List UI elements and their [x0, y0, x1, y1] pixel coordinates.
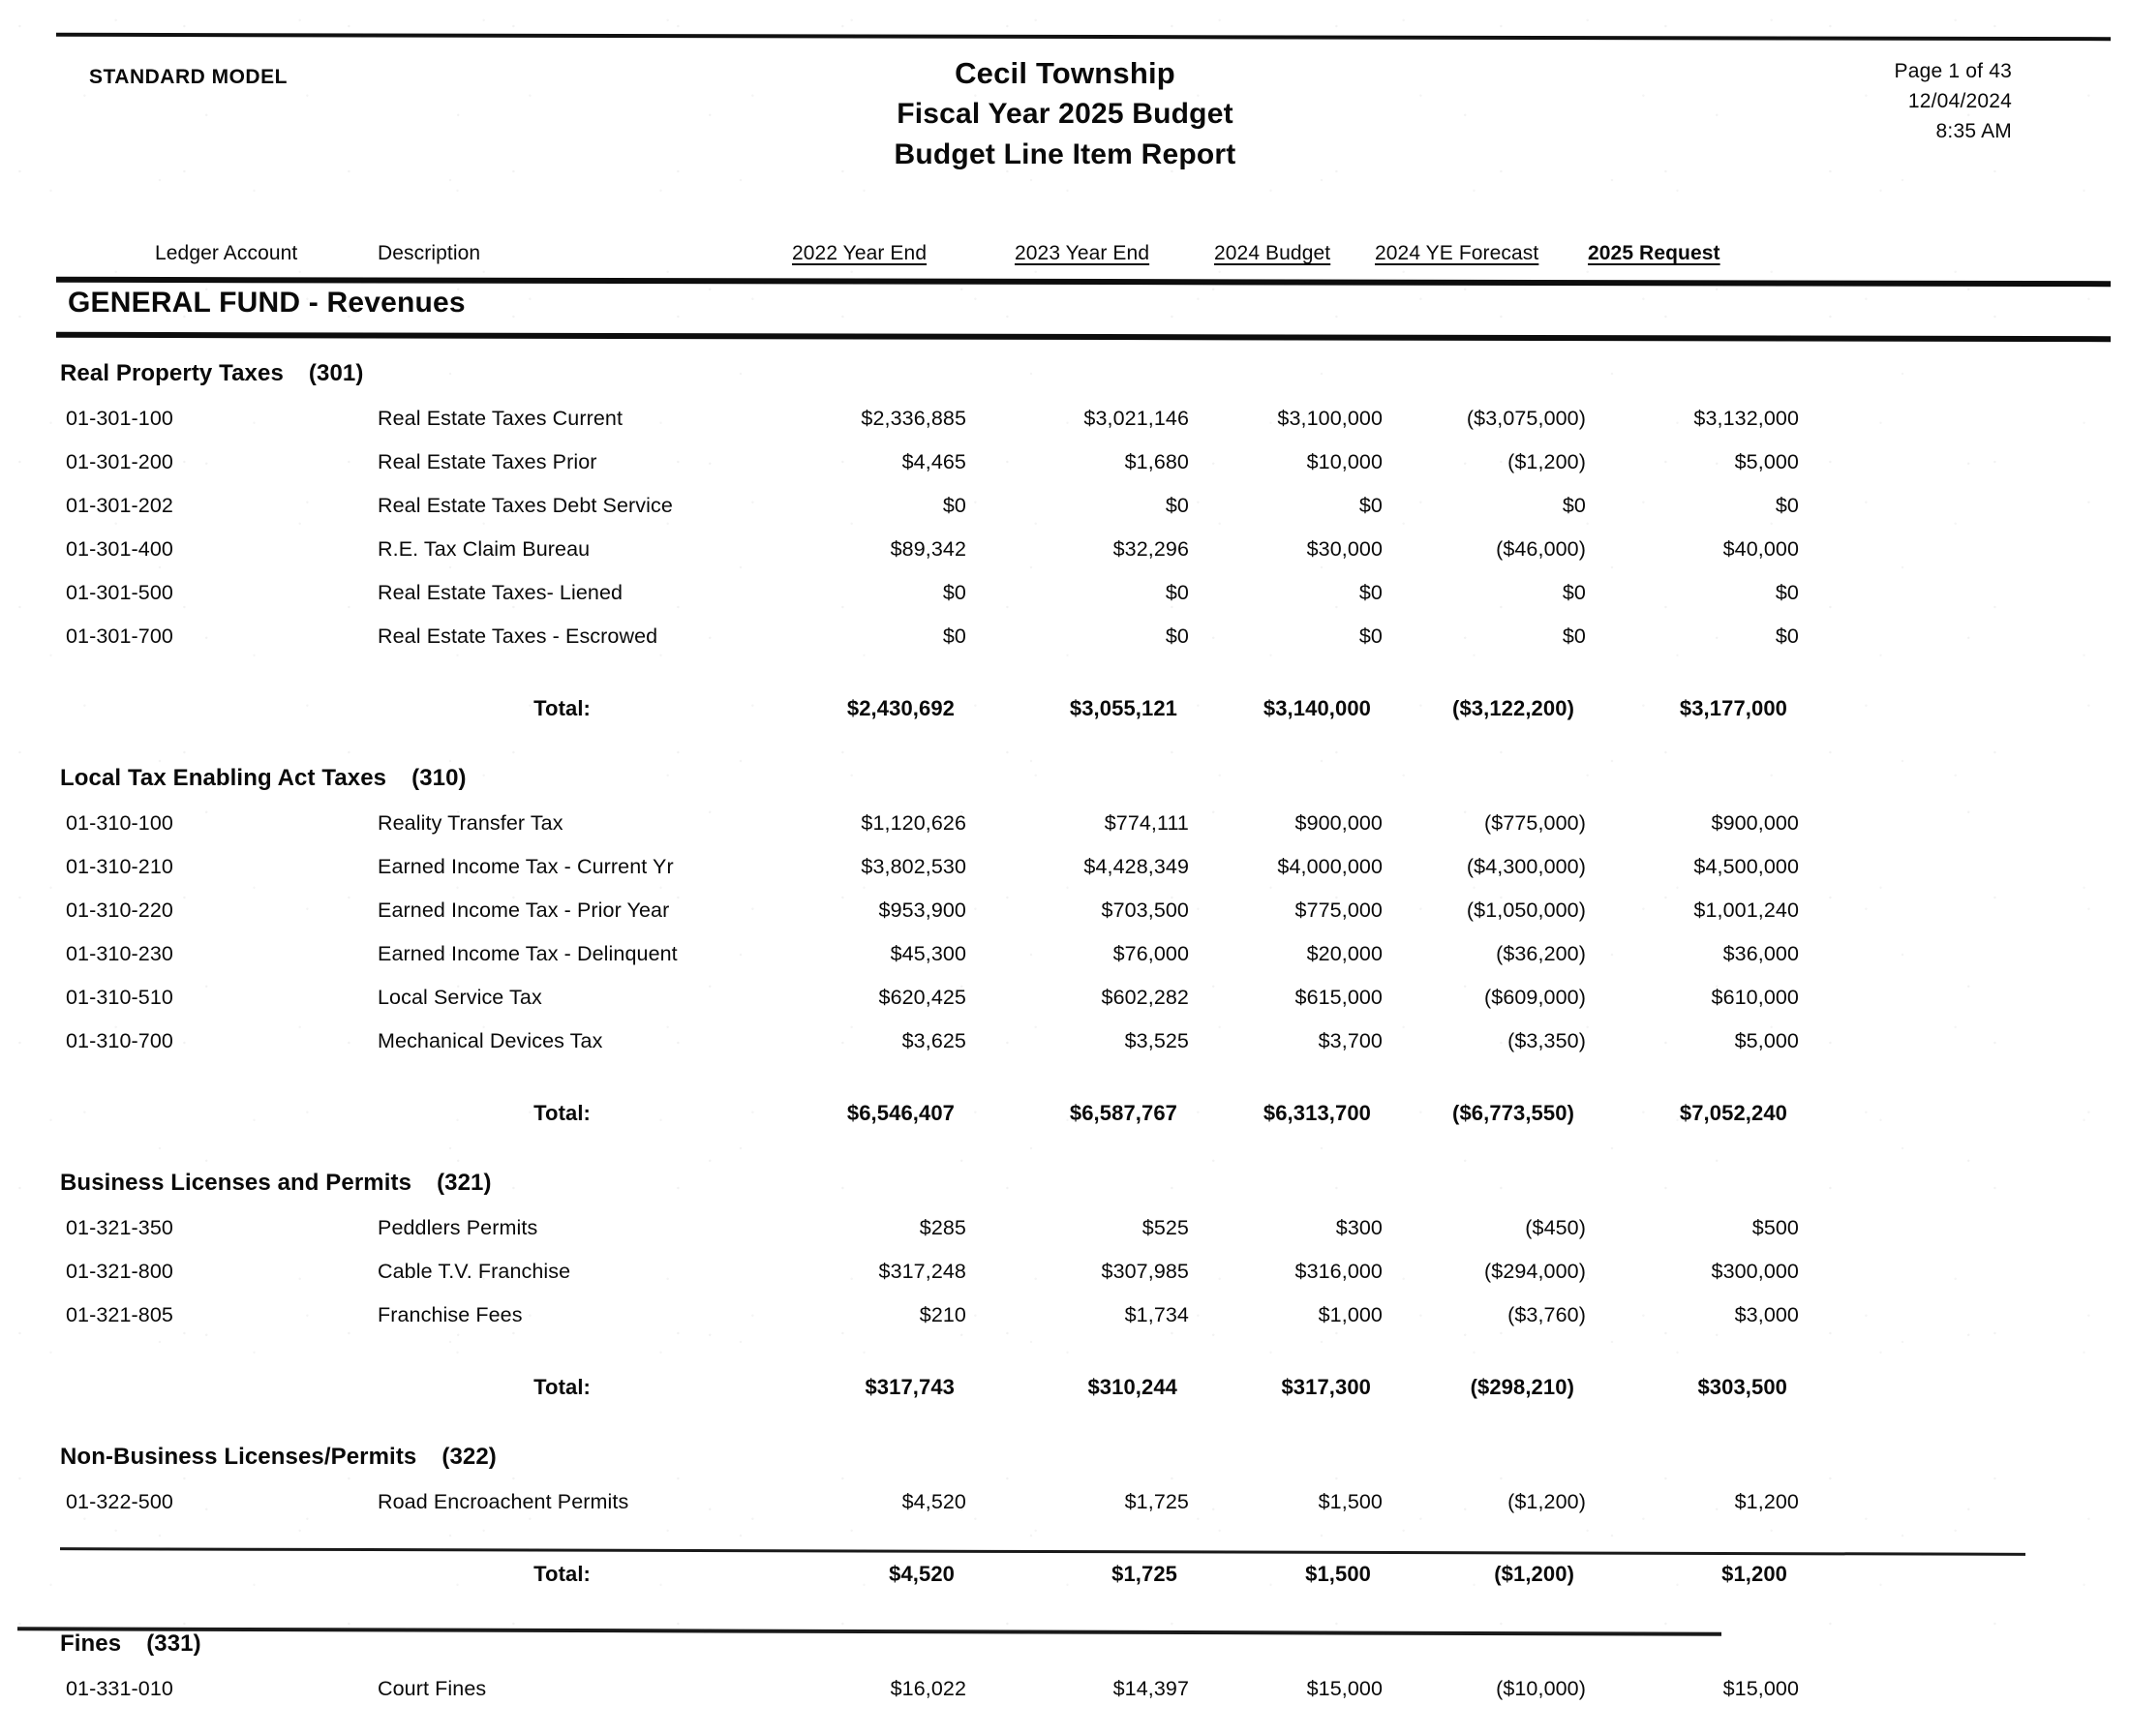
amount-cell: ($4,300,000) [1466, 855, 1586, 878]
ledger-account-cell: 01-301-500 [66, 581, 173, 604]
section-name: Non-Business Licenses/Permits [60, 1444, 417, 1470]
description-cell: Real Estate Taxes- Liened [378, 581, 624, 604]
amount-cell: $3,132,000 [1693, 407, 1799, 430]
amount-cell: ($46,000) [1496, 537, 1586, 561]
table-row [0, 571, 2130, 615]
amount-cell: $40,000 [1722, 537, 1799, 561]
section-spacer [0, 1599, 2130, 1625]
amount-cell: $602,282 [1101, 986, 1189, 1009]
amount-cell: $500 [1751, 1216, 1799, 1239]
amount-cell: ($1,200) [1507, 450, 1586, 473]
budget-section [0, 759, 2130, 1164]
table-row [0, 845, 2130, 889]
amount-cell: $0 [1775, 581, 1799, 604]
total-amount-cell: $6,546,407 [846, 1101, 955, 1125]
amount-cell: ($775,000) [1484, 811, 1586, 835]
table-row [0, 397, 2130, 441]
column-header-2024-budget: 2024 Budget [1214, 242, 1331, 264]
description-cell: Court Fines [378, 1677, 487, 1700]
total-amount-cell: $2,430,692 [846, 696, 955, 720]
amount-cell: $4,500,000 [1693, 855, 1799, 878]
section-total-row [0, 684, 2130, 734]
amount-cell: $4,000,000 [1277, 855, 1383, 878]
top-rule [56, 33, 2111, 41]
total-label: Total: [533, 1562, 591, 1586]
ledger-account-cell: 01-301-100 [66, 407, 173, 430]
amount-cell: $774,111 [1104, 811, 1189, 835]
section-spacer [0, 1413, 2130, 1438]
budget-line-item-table [0, 354, 2130, 1736]
description-cell: Mechanical Devices Tax [378, 1029, 603, 1052]
amount-cell: $1,680 [1124, 450, 1189, 473]
report-date: 12/04/2024 [1907, 90, 2012, 112]
total-amount-cell: ($3,122,200) [1452, 696, 1574, 720]
ledger-account-cell: 01-322-500 [66, 1490, 173, 1513]
amount-cell: $0 [942, 624, 966, 648]
amount-cell: $1,500 [1318, 1490, 1383, 1513]
table-row [0, 1294, 2130, 1337]
amount-cell: $0 [1165, 624, 1189, 648]
amount-cell: $32,296 [1112, 537, 1189, 561]
amount-cell: $900,000 [1294, 811, 1383, 835]
budget-section [0, 1164, 2130, 1438]
table-row [0, 484, 2130, 528]
standard-model-label: STANDARD MODEL [89, 66, 288, 88]
amount-cell: $1,734 [1124, 1303, 1189, 1326]
section-code: (310) [411, 765, 467, 791]
table-row [0, 1480, 2130, 1524]
amount-cell: $3,021,146 [1083, 407, 1189, 430]
ledger-account-cell: 01-321-350 [66, 1216, 173, 1239]
description-cell: Reality Transfer Tax [378, 811, 563, 835]
amount-cell: ($294,000) [1484, 1260, 1586, 1283]
total-label: Total: [533, 1101, 591, 1125]
table-row [0, 889, 2130, 932]
amount-cell: $89,342 [890, 537, 966, 561]
ledger-account-cell: 01-301-200 [66, 450, 173, 473]
table-row [0, 615, 2130, 658]
amount-cell: $0 [1358, 581, 1383, 604]
total-label: Total: [533, 1375, 591, 1399]
amount-cell: $300 [1335, 1216, 1383, 1239]
amount-cell: $30,000 [1306, 537, 1383, 561]
amount-cell: $317,248 [878, 1260, 966, 1283]
amount-cell: $14,397 [1112, 1677, 1189, 1700]
row-spacer [0, 658, 2130, 684]
description-cell: Peddlers Permits [378, 1216, 538, 1239]
column-header-2025-request: 2025 Request [1588, 242, 1720, 264]
ledger-account-cell: 01-301-202 [66, 494, 173, 517]
amount-cell: $900,000 [1711, 811, 1799, 835]
section-title [0, 354, 2130, 397]
header-bottom-rule [56, 277, 2111, 287]
total-amount-cell: $1,200 [1721, 1562, 1787, 1586]
page-title: Cecil Township [955, 56, 1175, 90]
amount-cell: $307,985 [1101, 1260, 1189, 1283]
description-cell: Cable T.V. Franchise [378, 1260, 571, 1283]
description-cell: R.E. Tax Claim Bureau [378, 537, 591, 561]
amount-cell: $16,022 [890, 1677, 966, 1700]
amount-cell: ($3,075,000) [1466, 407, 1586, 430]
page-number: Page 1 of 43 [1894, 60, 2012, 82]
amount-cell: $1,001,240 [1693, 898, 1799, 922]
description-cell: Earned Income Tax - Delinquent [378, 942, 678, 965]
amount-cell: $285 [919, 1216, 966, 1239]
table-row [0, 802, 2130, 845]
amount-cell: $3,700 [1318, 1029, 1383, 1052]
amount-cell: ($450) [1525, 1216, 1586, 1239]
total-amount-cell: $1,725 [1111, 1562, 1177, 1586]
section-total-row [0, 1549, 2130, 1599]
amount-cell: ($10,000) [1496, 1677, 1586, 1700]
report-subtitle-fiscal-year: Fiscal Year 2025 Budget [897, 98, 1233, 130]
report-time: 8:35 AM [1935, 120, 2012, 142]
ledger-account-cell: 01-310-220 [66, 898, 173, 922]
table-row [0, 1667, 2130, 1711]
amount-cell: $3,000 [1734, 1303, 1799, 1326]
fund-banner-title: GENERAL FUND - Revenues [68, 287, 466, 319]
section-name: Local Tax Enabling Act Taxes [60, 765, 387, 791]
budget-section [0, 1625, 2130, 1736]
amount-cell: $0 [1358, 494, 1383, 517]
amount-cell: $5,000 [1734, 450, 1799, 473]
report-title-block [639, 53, 1491, 175]
ledger-account-cell: 01-321-800 [66, 1260, 173, 1283]
total-amount-cell: $4,520 [889, 1562, 955, 1586]
ledger-account-cell: 01-301-700 [66, 624, 173, 648]
amount-cell: ($36,200) [1496, 942, 1586, 965]
amount-cell: $5,000 [1734, 1029, 1799, 1052]
amount-cell: $0 [1775, 494, 1799, 517]
description-cell: Real Estate Taxes Current [378, 407, 624, 430]
section-code: (322) [441, 1444, 497, 1470]
amount-cell: $0 [1165, 581, 1189, 604]
amount-cell: $1,000 [1318, 1303, 1383, 1326]
amount-cell: $620,425 [878, 986, 966, 1009]
section-title [0, 1164, 2130, 1206]
description-cell: Earned Income Tax - Current Yr [378, 855, 674, 878]
amount-cell: $20,000 [1306, 942, 1383, 965]
ledger-account-cell: 01-331-010 [66, 1677, 173, 1700]
amount-cell: $0 [1165, 494, 1189, 517]
section-name: Real Property Taxes [60, 360, 284, 386]
banner-bottom-rule [56, 332, 2111, 342]
amount-cell: $45,300 [890, 942, 966, 965]
budget-section [0, 354, 2130, 759]
description-cell: Road Encroachent Permits [378, 1490, 629, 1513]
amount-cell: $316,000 [1294, 1260, 1383, 1283]
amount-cell: $15,000 [1722, 1677, 1799, 1700]
total-amount-cell: $6,587,767 [1069, 1101, 1177, 1125]
section-spacer [0, 734, 2130, 759]
ledger-account-cell: 01-310-230 [66, 942, 173, 965]
amount-cell: $0 [1358, 624, 1383, 648]
amount-cell: $1,200 [1734, 1490, 1799, 1513]
section-code: (321) [437, 1170, 492, 1196]
table-row [0, 1250, 2130, 1294]
section-code: (301) [308, 360, 364, 386]
table-row [0, 932, 2130, 976]
amount-cell: $2,336,885 [861, 407, 966, 430]
amount-cell: $0 [1562, 624, 1586, 648]
amount-cell: ($3,350) [1507, 1029, 1586, 1052]
section-title [0, 759, 2130, 802]
amount-cell: ($3,760) [1507, 1303, 1586, 1326]
description-cell: Earned Income Tax - Prior Year [378, 898, 670, 922]
total-amount-cell: ($1,200) [1494, 1562, 1574, 1586]
section-name: Business Licenses and Permits [60, 1170, 412, 1196]
report-subtitle-report-name: Budget Line Item Report [894, 138, 1236, 170]
row-spacer [0, 1063, 2130, 1088]
amount-cell: ($609,000) [1484, 986, 1586, 1009]
amount-cell: $0 [942, 581, 966, 604]
total-amount-cell: $3,177,000 [1679, 696, 1787, 720]
table-row [0, 1020, 2130, 1063]
ledger-account-cell: 01-310-510 [66, 986, 173, 1009]
total-amount-cell: $317,300 [1281, 1375, 1371, 1399]
row-spacer [0, 1524, 2130, 1549]
section-spacer [0, 1711, 2130, 1736]
amount-cell: $0 [942, 494, 966, 517]
section-name: Fines [60, 1630, 122, 1657]
table-row [0, 441, 2130, 484]
report-meta-block [1895, 56, 2013, 146]
section-code: (331) [146, 1630, 201, 1657]
amount-cell: $775,000 [1294, 898, 1383, 922]
ledger-account-cell: 01-301-400 [66, 537, 173, 561]
section-title [0, 1438, 2130, 1480]
amount-cell: ($1,050,000) [1466, 898, 1586, 922]
description-cell: Local Service Tax [378, 986, 542, 1009]
amount-cell: $10,000 [1306, 450, 1383, 473]
amount-cell: $4,428,349 [1083, 855, 1189, 878]
amount-cell: $3,525 [1124, 1029, 1189, 1052]
amount-cell: $4,520 [901, 1490, 966, 1513]
amount-cell: $610,000 [1711, 986, 1799, 1009]
description-cell: Real Estate Taxes Prior [378, 450, 597, 473]
amount-cell: $703,500 [1101, 898, 1189, 922]
total-amount-cell: $7,052,240 [1679, 1101, 1787, 1125]
amount-cell: $0 [1562, 581, 1586, 604]
total-amount-cell: $303,500 [1697, 1375, 1787, 1399]
amount-cell: $3,625 [901, 1029, 966, 1052]
amount-cell: $0 [1562, 494, 1586, 517]
amount-cell: $953,900 [878, 898, 966, 922]
amount-cell: $0 [1775, 624, 1799, 648]
amount-cell: ($1,200) [1507, 1490, 1586, 1513]
total-amount-cell: $6,313,700 [1263, 1101, 1371, 1125]
column-header-2023-year-end: 2023 Year End [1015, 242, 1150, 264]
amount-cell: $1,120,626 [861, 811, 966, 835]
amount-cell: $300,000 [1711, 1260, 1799, 1283]
column-header-ledger-account: Ledger Account [155, 242, 298, 264]
amount-cell: $76,000 [1112, 942, 1189, 965]
total-amount-cell: $1,500 [1305, 1562, 1371, 1586]
total-amount-cell: ($298,210) [1470, 1375, 1574, 1399]
amount-cell: $1,725 [1124, 1490, 1189, 1513]
amount-cell: $3,100,000 [1277, 407, 1383, 430]
table-row [0, 976, 2130, 1020]
total-amount-cell: $3,055,121 [1069, 696, 1177, 720]
budget-section [0, 1438, 2130, 1625]
section-total-row [0, 1362, 2130, 1413]
amount-cell: $3,802,530 [861, 855, 966, 878]
amount-cell: $36,000 [1722, 942, 1799, 965]
column-header-description: Description [378, 242, 481, 264]
amount-cell: $4,465 [901, 450, 966, 473]
column-header-2022-year-end: 2022 Year End [792, 242, 928, 264]
amount-cell: $15,000 [1306, 1677, 1383, 1700]
ledger-account-cell: 01-321-805 [66, 1303, 173, 1326]
row-spacer [0, 1337, 2130, 1362]
total-amount-cell: $310,244 [1087, 1375, 1177, 1399]
ledger-account-cell: 01-310-210 [66, 855, 173, 878]
table-row [0, 528, 2130, 571]
amount-cell: $525 [1141, 1216, 1189, 1239]
description-cell: Franchise Fees [378, 1303, 523, 1326]
column-header-2024-ye-forecast: 2024 YE Forecast [1375, 242, 1539, 264]
amount-cell: $210 [919, 1303, 966, 1326]
section-total-row [0, 1088, 2130, 1139]
ledger-account-cell: 01-310-700 [66, 1029, 173, 1052]
total-label: Total: [533, 696, 591, 720]
description-cell: Real Estate Taxes - Escrowed [378, 624, 658, 648]
total-amount-cell: $3,140,000 [1263, 696, 1371, 720]
description-cell: Real Estate Taxes Debt Service [378, 494, 673, 517]
section-spacer [0, 1139, 2130, 1164]
table-row [0, 1206, 2130, 1250]
amount-cell: $615,000 [1294, 986, 1383, 1009]
ledger-account-cell: 01-310-100 [66, 811, 173, 835]
total-amount-cell: ($6,773,550) [1452, 1101, 1574, 1125]
total-amount-cell: $317,743 [865, 1375, 955, 1399]
